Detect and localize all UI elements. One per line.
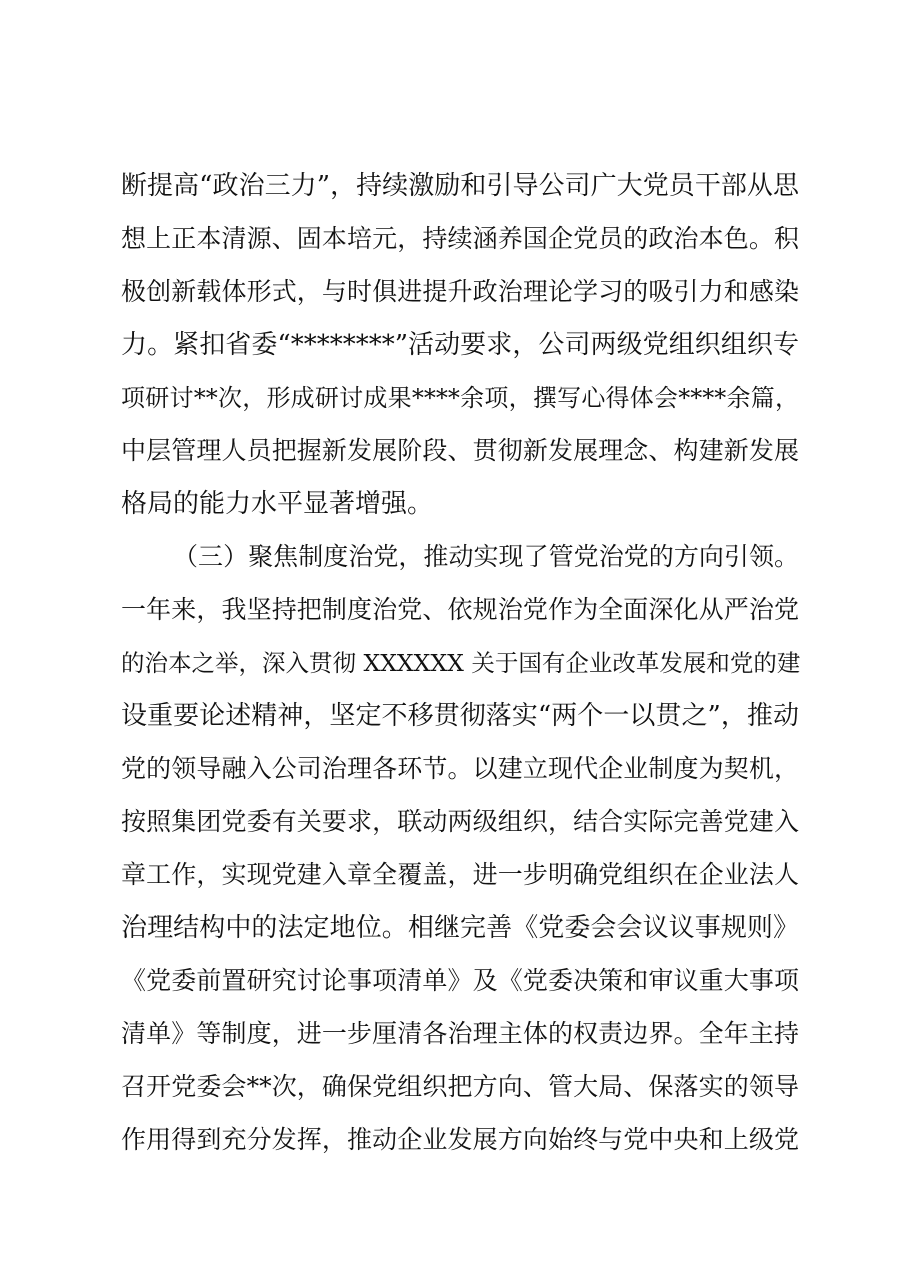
text-line: 中层管理人员把握新发展阶段、贯彻新发展理念、构建新发展 bbox=[121, 436, 799, 465]
text-line: 治理结构中的法定地位。相继完善《党委会会议议事规则》 bbox=[121, 913, 799, 943]
text-line: 一年来，我坚持把制度治党、依规治党作为全面深化从严治党 bbox=[121, 595, 799, 624]
text-line: 力。紧扣省委“********”活动要求，公司两级党组织组织专 bbox=[121, 330, 799, 360]
text-line: 党的领导融入公司治理各环节。以建立现代企业制度为契机， bbox=[121, 754, 799, 783]
paragraph-end-line: 格局的能力水平显著增强。 bbox=[121, 489, 434, 519]
text-line: 清单》等制度，进一步厘清各治理主体的权责边界。全年主持 bbox=[121, 1019, 799, 1048]
text-line: 的治本之举，深入贯彻 XXXXXX 关于国有企业改革发展和党的建 bbox=[121, 649, 801, 677]
text-line: 想上正本清源、固本培元，持续涵养国企党员的政治本色。积 bbox=[121, 224, 799, 253]
text-line: 按照集团党委有关要求，联动两级组织，结合实际完善党建入 bbox=[121, 807, 799, 836]
section-heading: （三）聚焦制度治党，推动实现了管党治党的方向引领。 bbox=[173, 542, 799, 571]
text-line: 设重要论述精神，坚定不移贯彻落实“两个一以贯之”，推动 bbox=[121, 701, 799, 731]
text-line: 召开党委会**次，确保党组织把方向、管大局、保落实的领导 bbox=[121, 1072, 799, 1101]
text-line: 章工作，实现党建入章全覆盖，进一步明确党组织在企业法人 bbox=[121, 860, 799, 889]
text-line: 作用得到充分发挥，推动企业发展方向始终与党中央和上级党 bbox=[121, 1125, 799, 1154]
text-line: 断提高“政治三力”，持续激励和引导公司广大党员干部从思 bbox=[121, 171, 799, 201]
text-line: 《党委前置研究讨论事项清单》及《党委决策和审议重大事项 bbox=[121, 966, 799, 995]
text-line: 极创新载体形式，与时俱进提升政治理论学习的吸引力和感染 bbox=[121, 277, 799, 306]
text-line: 项研讨**次，形成研讨成果****余项，撰写心得体会****余篇， bbox=[121, 384, 799, 412]
